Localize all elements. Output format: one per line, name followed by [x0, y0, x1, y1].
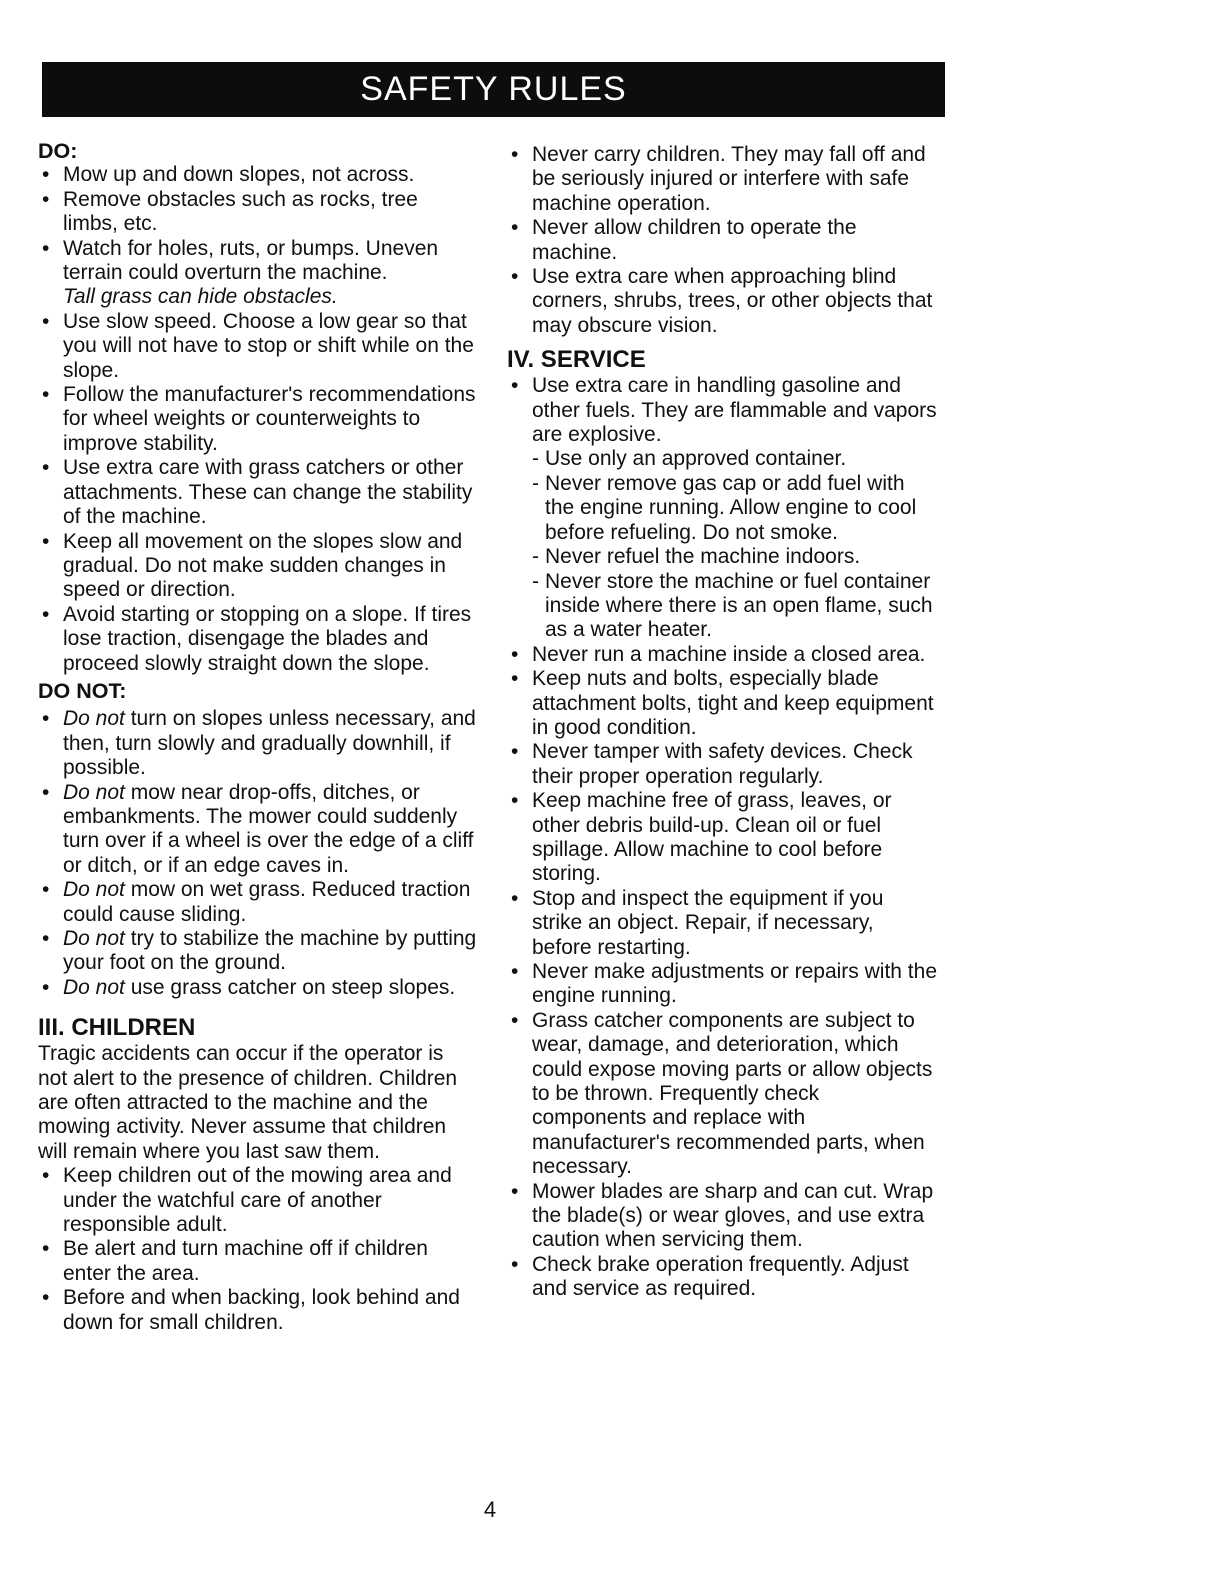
list-item: • Use slow speed. Choose a low gear so that you will not have to stop or shift while on the slope. [38, 310, 478, 383]
sub-item: - Never refuel the machine indoors. [532, 545, 937, 569]
service-list [507, 374, 937, 447]
left-column [38, 139, 478, 1335]
do-not-heading: DO NOT: [38, 678, 127, 703]
item-text: try to stabilize the machine by putting your foot on the ground. [63, 927, 477, 975]
service-list-continued [507, 643, 937, 1302]
sub-item: - Never remove gas cap or add fuel with the engine running. Allow engine to cool before refueling. Do not smoke. [532, 472, 937, 545]
item-text: mow near drop-offs, ditches, or embankments. The mower could suddenly turn over if a wheel is over the edge of a cliff or ditch, or if an edge caves in. [63, 780, 474, 877]
list-item: • Mow up and down slopes, not across. [38, 163, 478, 187]
do-heading: DO: [38, 139, 78, 163]
item-text: mow on wet grass. Reduced traction could cause sliding. [63, 878, 471, 926]
list-item [38, 976, 478, 1000]
list-item: • Remove obstacles such as rocks, tree limbs, etc. [38, 188, 478, 237]
list-item: • Avoid starting or stopping on a slope. If tires lose traction, disengage the blades and proceed slowly straight down the slope. [38, 603, 478, 676]
children-list [38, 1164, 478, 1335]
list-item: • Grass catcher components are subject to wear, damage, and deterioration, which could expose moving parts or allow objects to be thrown. Frequently check components and replace with manufacturer's recommended parts, when necessary. [507, 1009, 937, 1180]
service-heading: IV. SERVICE [507, 346, 646, 374]
list-item: • Be alert and turn machine off if children enter the area. [38, 1237, 478, 1286]
list-item: • Mower blades are sharp and can cut. Wrap the blade(s) or wear gloves, and use extra caution when servicing them. [507, 1180, 937, 1253]
list-item: • Keep all movement on the slopes slow and gradual. Do not make sudden changes in speed or direction. [38, 530, 478, 603]
list-item: • Stop and inspect the equipment if you strike an object. Repair, if necessary, before restarting. [507, 887, 937, 960]
list-item: • Never carry children. They may fall off and be seriously injured or interfere with safe machine operation. [507, 143, 937, 216]
item-text: turn on slopes unless necessary, and then, turn slowly and gradually downhill, if possible. [63, 707, 476, 780]
list-item: • Never make adjustments or repairs with the engine running. [507, 960, 937, 1009]
children-heading: III. CHILDREN [38, 1014, 196, 1042]
item-text: Use extra care in handling gasoline and other fuels. They are flammable and vapors are explosive. [532, 374, 937, 447]
list-item [507, 374, 937, 447]
list-item [38, 927, 478, 976]
list-item: • Keep nuts and bolts, especially blade attachment bolts, tight and keep equipment in good condition. [507, 667, 937, 740]
list-item: • Use extra care with grass catchers or other attachments. These can change the stability of the machine. [38, 456, 478, 529]
list-item [38, 878, 478, 927]
list-item [38, 237, 478, 310]
list-item: • Never tamper with safety devices. Check their proper operation regularly. [507, 740, 937, 789]
list-item: • Keep children out of the mowing area and under the watchful care of another responsible adult. [38, 1164, 478, 1237]
item-italic-text: Do not [63, 927, 125, 950]
item-italic-text: Do not [63, 780, 125, 804]
list-item: • Before and when backing, look behind and down for small children. [38, 1286, 478, 1335]
item-text: use grass catcher on steep slopes. [124, 975, 456, 999]
children-list-continued [507, 143, 937, 338]
list-item [38, 781, 478, 879]
do-list [38, 163, 478, 676]
list-item: • Keep machine free of grass, leaves, or other debris build-up. Clean oil or fuel spillage. Allow machine to cool before storing. [507, 789, 937, 887]
list-item [38, 707, 478, 780]
fuel-sub-list [507, 447, 937, 642]
list-item: • Check brake operation frequently. Adjust and service as required. [507, 1253, 937, 1302]
item-italic-text: Do not [63, 878, 125, 902]
list-item: • Follow the manufacturer's recommendations for wheel weights or counterweights to improve stability. [38, 383, 478, 456]
list-item: • Never allow children to operate the machine. [507, 216, 937, 265]
item-italic-text: Tall grass can hide obstacles. [63, 285, 338, 309]
right-column [507, 143, 937, 1302]
item-text: Watch for holes, ruts, or bumps. Uneven terrain could overturn the machine. [63, 236, 439, 285]
sub-item: - Never store the machine or fuel container inside where there is an open flame, such as a water heater. [532, 570, 937, 643]
do-not-list [38, 707, 478, 1000]
children-paragraph: Tragic accidents can occur if the operator is not alert to the presence of children. Children are often attracted to the machine and the mowing activity. Never assume that children will remain where you last saw them. [38, 1042, 458, 1163]
list-item: • Never run a machine inside a closed area. [507, 643, 937, 667]
item-italic-text: Do not [63, 707, 125, 731]
page-title: SAFETY RULES [42, 62, 945, 117]
list-item: • Use extra care when approaching blind corners, shrubs, trees, or other objects that may obscure vision. [507, 265, 937, 338]
sub-item: - Use only an approved container. [532, 447, 937, 471]
item-italic-text: Do not [63, 975, 125, 999]
page-number: 4 [483, 1497, 497, 1522]
